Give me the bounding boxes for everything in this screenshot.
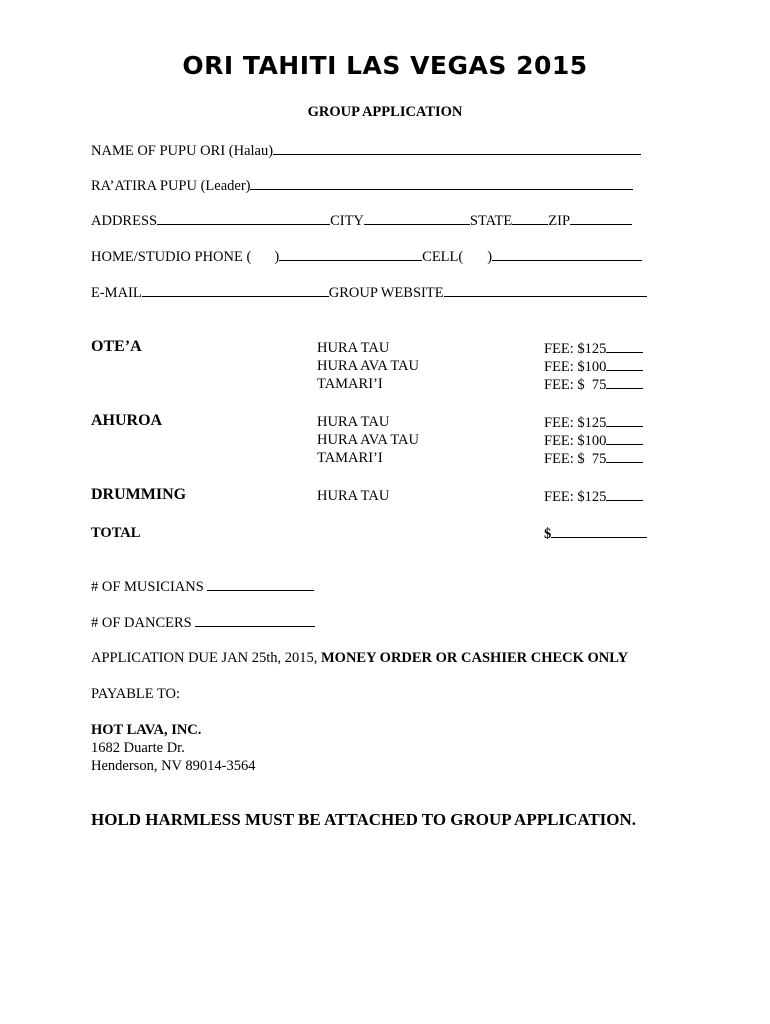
otea-item-label: HURA TAU (317, 340, 390, 356)
leader-label: RA’ATIRA PUPU (Leader) (91, 178, 251, 194)
otea-fee-row (544, 357, 643, 376)
fee-field[interactable] (606, 413, 643, 427)
ahuroa-item-label: HURA AVA TAU (317, 432, 419, 448)
fee-label: FEE: $100 (544, 359, 607, 375)
email-row (91, 283, 647, 302)
form-title: ORI TAHITI LAS VEGAS 2015 (182, 51, 588, 80)
due-emphasis: MONEY ORDER OR CASHIER CHECK ONLY (321, 650, 629, 666)
musicians-label: # OF MUSICIANS (91, 579, 204, 595)
cell-field[interactable] (492, 247, 642, 261)
leader-field[interactable] (250, 176, 633, 190)
payable-to-label: PAYABLE TO: (91, 686, 181, 702)
fee-field[interactable] (606, 375, 643, 389)
otea-fee-row (544, 375, 643, 394)
payee-name: HOT LAVA, INC. (91, 722, 202, 738)
otea-item-label: HURA AVA TAU (317, 358, 419, 374)
payee-city: Henderson, NV 89014-3564 (91, 758, 256, 774)
hold-harmless-notice: HOLD HARMLESS MUST BE ATTACHED TO GROUP APPLICATION. (91, 810, 637, 829)
halau-name-field[interactable] (273, 141, 641, 155)
city-label: CITY (330, 213, 364, 229)
address-row (91, 211, 632, 230)
ahuroa-heading: AHUROA (91, 412, 163, 429)
phone-close-paren: ) (274, 249, 280, 265)
fee-field[interactable] (606, 487, 643, 501)
city-field[interactable] (364, 211, 470, 225)
address-field[interactable] (157, 211, 330, 225)
dancers-field[interactable] (195, 613, 315, 627)
dancers-label: # OF DANCERS (91, 615, 192, 631)
website-label: GROUP WEBSITE (328, 285, 444, 301)
fee-label: FEE: $ 75 (544, 451, 607, 467)
ahuroa-item-label: TAMARI’I (317, 450, 383, 466)
website-field[interactable] (444, 283, 647, 297)
payee-street: 1682 Duarte Dr. (91, 740, 185, 756)
phone-row (91, 247, 642, 266)
phone-label: HOME/STUDIO PHONE ( (91, 249, 252, 265)
state-label: STATE (469, 213, 513, 229)
fee-label: FEE: $125 (544, 489, 607, 505)
ahuroa-fee-row (544, 449, 643, 468)
zip-field[interactable] (570, 211, 632, 225)
email-label: E-MAIL (91, 285, 142, 301)
phone-field[interactable] (279, 247, 422, 261)
total-currency: $ (544, 526, 552, 542)
dancers-row (91, 613, 315, 632)
halau-name-label: NAME OF PUPU ORI (Halau) (91, 143, 274, 159)
fee-field[interactable] (606, 357, 643, 371)
ahuroa-fee-row (544, 431, 643, 450)
fee-field[interactable] (606, 449, 643, 463)
fee-label: FEE: $125 (544, 415, 607, 431)
form-subtitle: GROUP APPLICATION (307, 104, 463, 120)
state-field[interactable] (512, 211, 548, 225)
due-notice (91, 649, 628, 667)
fee-field[interactable] (606, 431, 643, 445)
address-label: ADDRESS (91, 213, 158, 229)
zip-label: ZIP (548, 213, 571, 229)
leader-row (91, 176, 633, 195)
otea-fee-row (544, 339, 643, 358)
musicians-field[interactable] (207, 577, 314, 591)
fee-label: FEE: $ 75 (544, 377, 607, 393)
fee-label: FEE: $125 (544, 341, 607, 357)
email-field[interactable] (142, 283, 329, 297)
drumming-item-label: HURA TAU (317, 488, 390, 504)
cell-close-paren: ) (487, 249, 493, 265)
otea-item-label: TAMARI’I (317, 376, 383, 392)
due-prefix: APPLICATION DUE JAN 25th, 2015, (91, 650, 321, 666)
total-row (544, 524, 647, 543)
drumming-heading: DRUMMING (91, 486, 187, 503)
cell-label: CELL( (422, 249, 464, 265)
ahuroa-fee-row (544, 413, 643, 432)
drumming-fee-row (544, 487, 643, 506)
fee-field[interactable] (606, 339, 643, 353)
ahuroa-item-label: HURA TAU (317, 414, 390, 430)
total-label: TOTAL (91, 525, 141, 541)
total-field[interactable] (551, 524, 647, 538)
halau-name-row (91, 141, 641, 160)
otea-heading: OTE’A (91, 338, 142, 355)
musicians-row (91, 577, 314, 596)
fee-label: FEE: $100 (544, 433, 607, 449)
